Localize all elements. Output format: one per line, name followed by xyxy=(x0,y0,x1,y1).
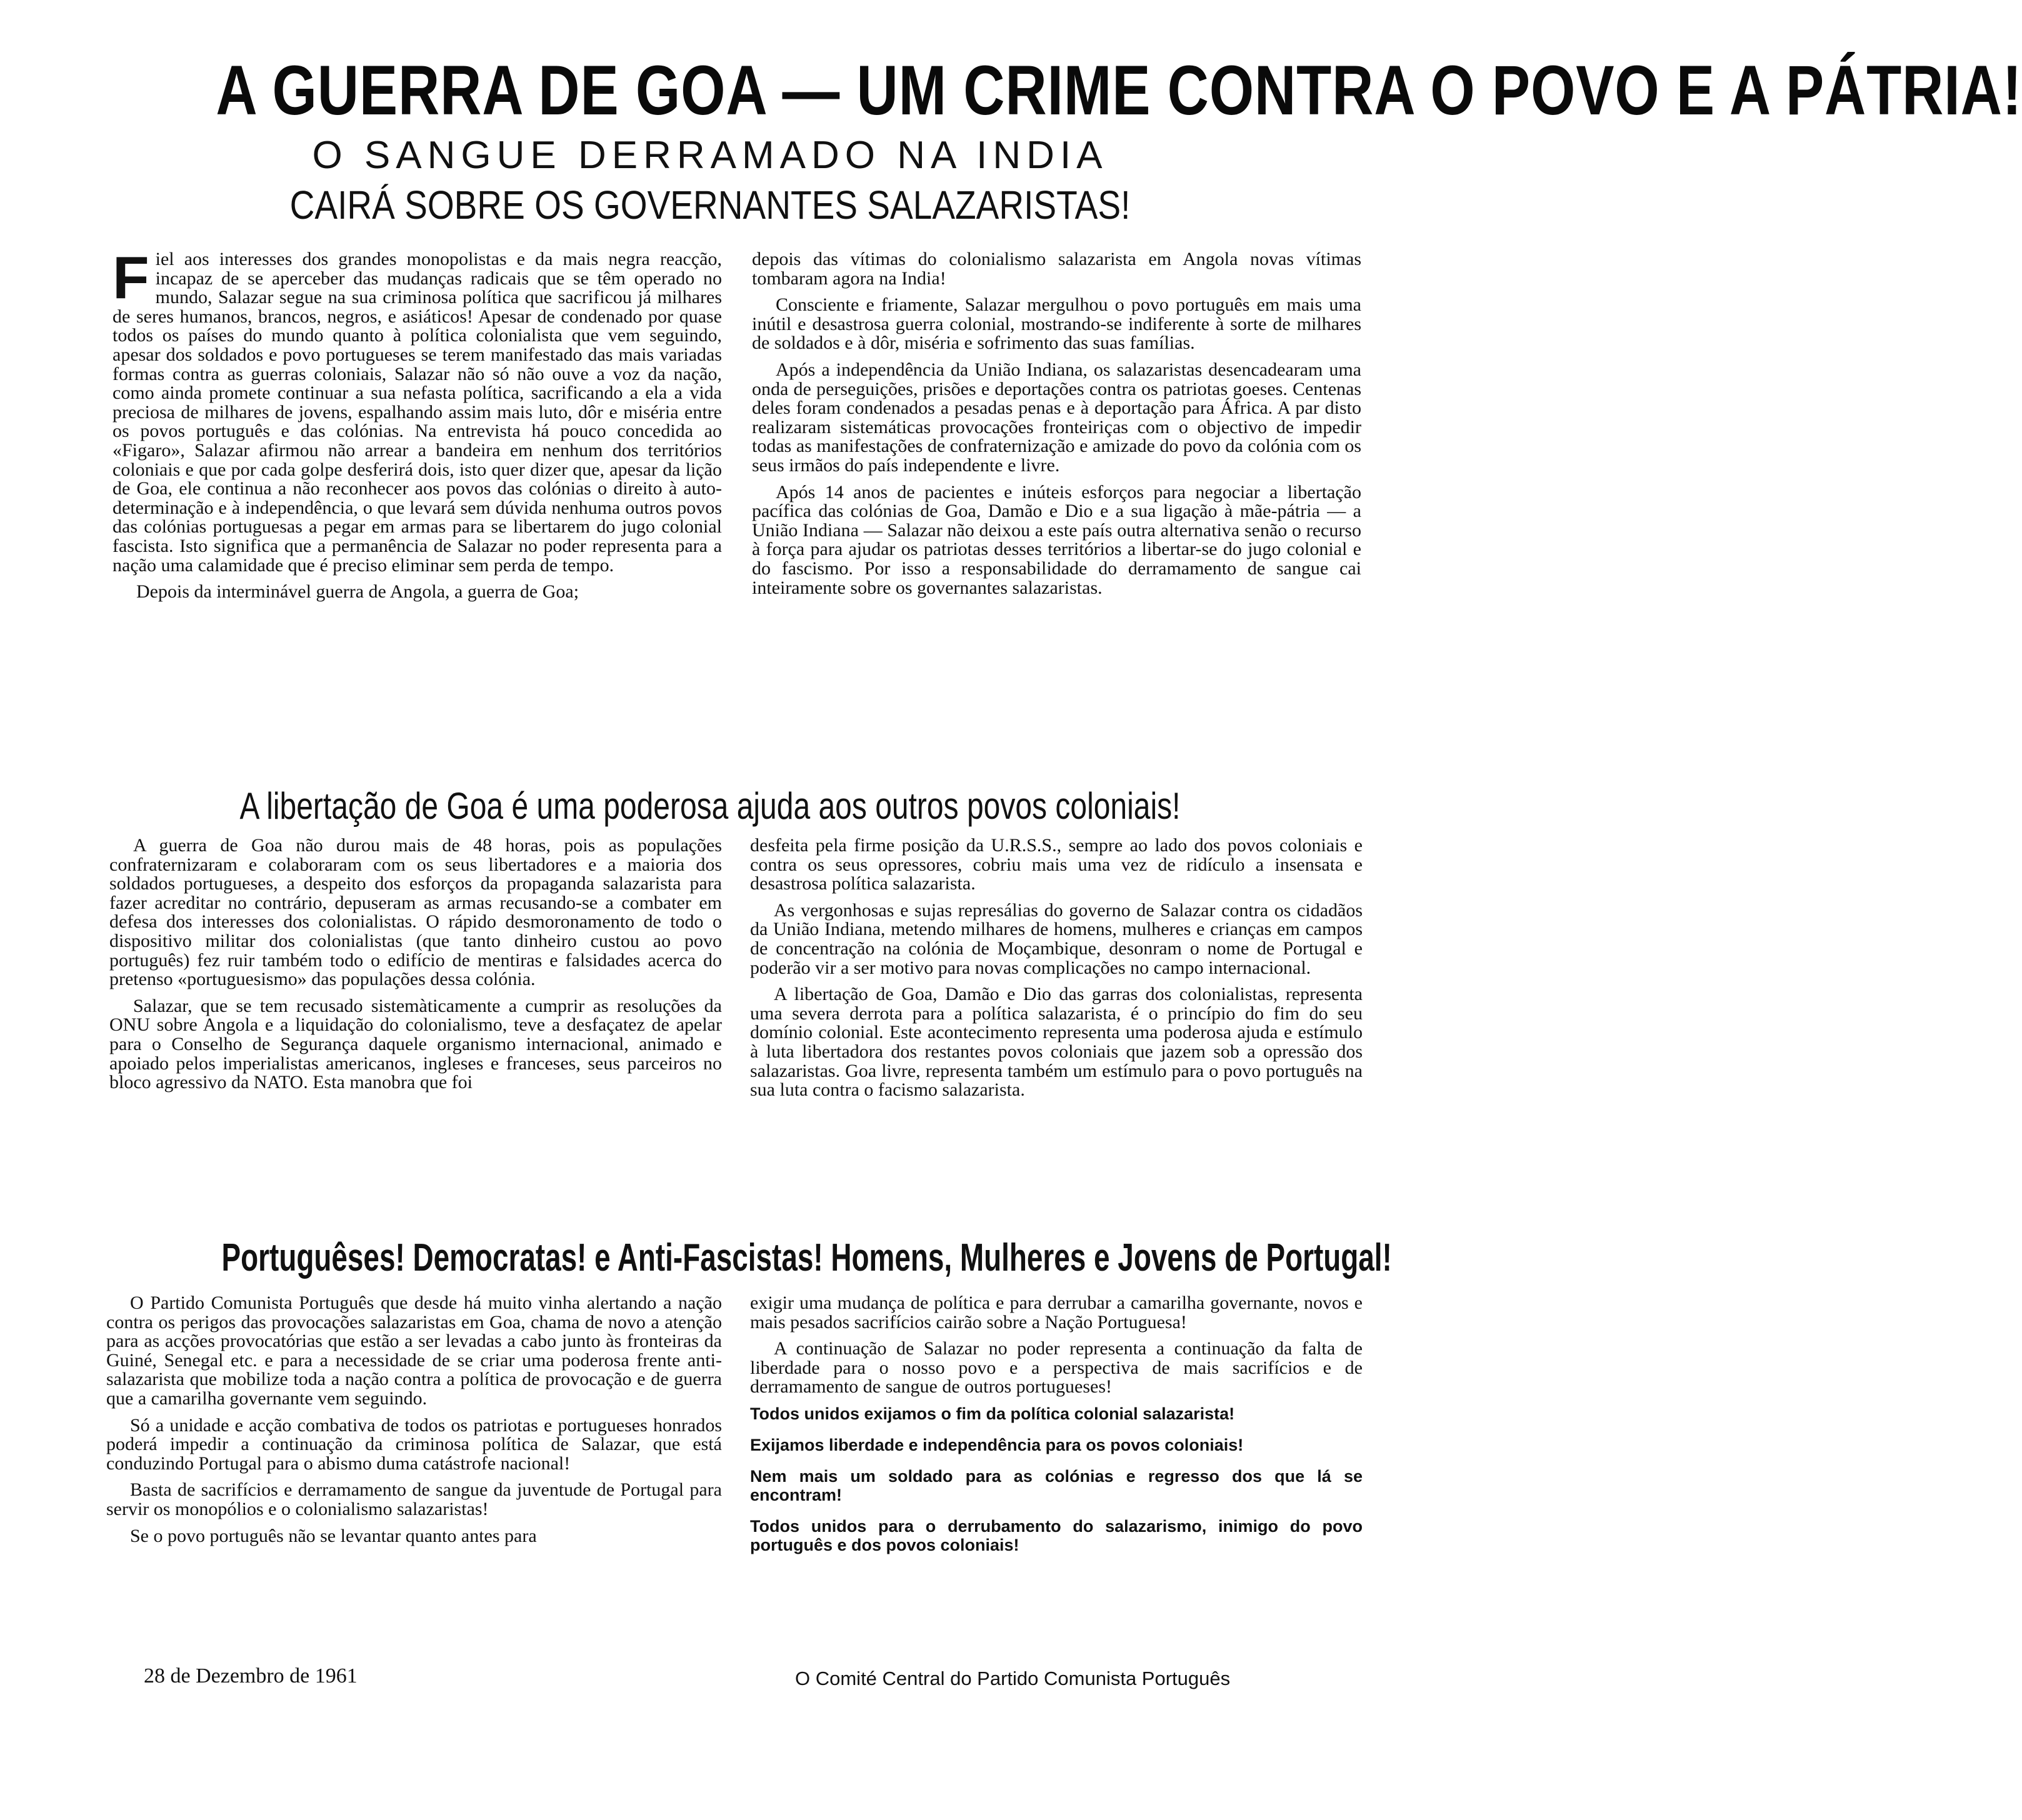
section2-paragraph: As vergonhosas e sujas represálias do governo de Salazar contra os cidadãos da União Indiana, metendo milhares de homens, mulheres e crianças em campos de concentração na colónia de Moçambique, desonram o nome de Portugal e poderão vir a ser motivo para novas complicações no campo internacional. xyxy=(750,899,1363,978)
date: 28 de Dezembro de 1961 xyxy=(144,1664,358,1688)
section3-paragraph: Se o povo português não se levantar quanto antes para xyxy=(130,1525,537,1546)
section2-paragraph: A guerra de Goa não durou mais de 48 horas, pois as populações confraternizaram e colaboraram com os seus libertadores e a maioria dos soldados portugueses, a despeito dos esforços da propaganda salazarista para fazer acreditar no contrário, depuseram as armas recusando-se a combater em defesa dos interesses dos colonialistas. O rápido desmoronamento de todo o dispositivo militar dos colonialistas (que tanto dinheiro custou ao povo português) fez ruir também todo o edifício de mentiras e falsidades acerca do pretenso «portuguesismo» das populações dessa colónia. xyxy=(109,835,722,990)
section1-paragraph xyxy=(113,244,722,576)
section3-paragraph: O Partido Comunista Português que desde há muito vinha alertando a nação contra os perigos das provocações salazaristas em Goa, chama de novo a atenção para as acções provocatórias que estão a ser levadas a cabo junto às fronteiras da Guiné, Senegal etc. e para a necessidade de se criar uma poderosa frente anti-salazarista que mobilize toda a nação contra a política de provocação e de guerra que a camarilha governante vem seguindo. xyxy=(106,1292,722,1409)
headline: A GUERRA DE GOA — UM CRIME CONTRA O POVO E A PÁTRIA! xyxy=(216,51,2022,129)
signature: O Comité Central do Partido Comunista Português xyxy=(795,1668,1231,1689)
section2-right-column xyxy=(750,836,1363,1219)
slogan: Exijamos liberdade e independência para os povos coloniais! xyxy=(750,1435,1244,1454)
section2-paragraph: desfeita pela firme posição da U.R.S.S., sempre ao lado dos povos coloniais e contra os seus opressores, cobriu mais uma vez de ridículo a insensata e desastrosa política salazarista. xyxy=(750,835,1363,894)
section2-paragraph: Salazar, que se tem recusado sistemàticamente a cumprir as resoluções da ONU sobre Angola e a liquidação do colonialismo, teve a desfaçatez de apelar para o Conselho de Segurança daquele organismo internacional, animado e apoiado pelos imperialistas americanos, ingleses e franceses, seus parceiros no bloco agressivo da NATO. Esta manobra que foi xyxy=(109,995,722,1093)
section2-paragraph: A libertação de Goa, Damão e Dio das garras dos colonialistas, representa uma severa derrota para a política salazarista, é o princípio do fim do seu domínio colonial. Este acontecimento representa uma poderosa ajuda e estímulo à luta libertadora dos restantes povos coloniais que jazem sob a opressão dos salazaristas. Goa livre, representa também um estímulo para o povo português na sua luta contra o facismo salazarista. xyxy=(750,984,1363,1101)
section2-left-column xyxy=(109,836,722,1219)
section3-right-column xyxy=(750,1294,1363,1644)
section3-left-column xyxy=(106,1294,722,1644)
slogan: Todos unidos para o derrubamento do salazarismo, inimigo do povo português e dos povos coloniais! xyxy=(750,1516,1363,1554)
drop-cap: F xyxy=(113,244,149,311)
section1-paragraph: Após a independência da União Indiana, os salazaristas desencadearam uma onda de perseguições, prisões e deportações contra os patriotas goeses. Centenas deles foram condenados a pesadas penas e à deportação para África. A par disto realizaram sistemáticas provocações fronteiriças com o objectivo de impedir todas as manifestações de confraternização e amizade do povo da colónia com os seus irmãos do país independente e livre. xyxy=(752,359,1361,476)
section1-paragraph: Depois da interminável guerra de Angola, a guerra de Goa; xyxy=(136,581,579,602)
subtitle-governantes: CAIRÁ SOBRE OS GOVERNANTES SALAZARISTAS! xyxy=(289,182,1131,228)
section1-paragraph: Após 14 anos de pacientes e inúteis esforços para negociar a libertação pacífica das colónias de Goa, Damão e Dio e a sua ligação à mãe-pátria — a União Indiana — Salazar não deixou a este país outra alternativa senão o recurso à força para ajudar os patriotas desses territórios a libertar-se do jugo colonial e do fascismo. Por isso a responsabilidade do derramamento de sangue cai inteiramente sobre os governantes salazaristas. xyxy=(752,481,1361,598)
section1-paragraph: Consciente e friamente, Salazar mergulhou o povo português em mais uma inútil e desastrosa guerra colonial, mostrando-se indiferente à sorte de milhares de soldados e à dôr, miséria e sofrimento das suas famílias. xyxy=(752,294,1361,354)
section1-paragraph: depois das vítimas do colonialismo salazarista em Angola novas vítimas tombaram agora na India! xyxy=(752,249,1361,289)
section3-paragraph: A continuação de Salazar no poder representa a continuação da falta de liberdade para o nosso povo e a perspectiva de mais sacrifícios e de derramamento de sangue de outros portugueses! xyxy=(750,1338,1363,1398)
section1-left-column xyxy=(113,244,722,800)
section3-paragraph: exigir uma mudança de política e para derrubar a camarilha governante, novos e mais pesados sacrifícios cairão sobre a Nação Portuguesa! xyxy=(750,1292,1363,1332)
slogan: Nem mais um soldado para as colónias e regresso dos que lá se encontram! xyxy=(750,1466,1363,1504)
section2-heading: A libertação de Goa é uma poderosa ajuda aos outros povos coloniais! xyxy=(239,785,1181,827)
section3-paragraph: Basta de sacrifícios e derramamento de sangue da juventude de Portugal para servir os monopólios e o colonialismo salazaristas! xyxy=(106,1479,722,1519)
slogan: Todos unidos exijamos o fim da política colonial salazarista! xyxy=(750,1404,1235,1423)
subtitle-blood-india: O SANGUE DERRAMADO NA INDIA xyxy=(312,134,1108,177)
section3-heading: Portuguêses! Democratas! e Anti-Fascistas! Homens, Mulheres e Jovens de Portugal! xyxy=(221,1236,1392,1279)
section1-left-text: iel aos interesses dos grandes monopolistas e da mais negra reacção, incapaz de se aperceber das mudanças radicais que se têm operado no mundo, Salazar segue na sua criminosa política que sacrificou já milhares de seres humanos, brancos, negros, e asiáticos! Apesar de condenado por quase todos os países do mundo quanto à política colonialista que vem seguindo, apesar dos soldados e povo portugueses se terem manifestado das mais variadas formas contra as guerras coloniais, Salazar não só não ouve a voz da nação, como ainda promete continuar a sua nefasta política, sacrificando a ela a vida preciosa de milhares de jovens, espalhando assim mais luto, dôr e miséria entre os povos português e das colónias. Na entrevista há pouco concedida ao «Figaro», Salazar afirmou não arrear a bandeira em nenhum dos territórios coloniais e que por cada golpe desferirá dois, isto quer dizer que, apesar da lição de Goa, ele continua a não reconhecer aos povos das colónias o direito à auto-determinação e à independência, o que levará sem dúvida nenhuma outros povos das colónias portuguesas a pegar em armas para se libertarem do jugo colonial fascista. Isto significa que a permanência de Salazar no poder representa para a nação uma calamidade que é preciso eliminar sem perda de tempo. xyxy=(113,249,722,576)
section3-paragraph: Só a unidade e acção combativa de todos os patriotas e portugueses honrados poderá impedir a continuação da criminosa política de Salazar, que está conduzindo Portugal para o abismo duma catástrofe nacional! xyxy=(106,1414,722,1474)
section1-right-column xyxy=(752,250,1361,800)
